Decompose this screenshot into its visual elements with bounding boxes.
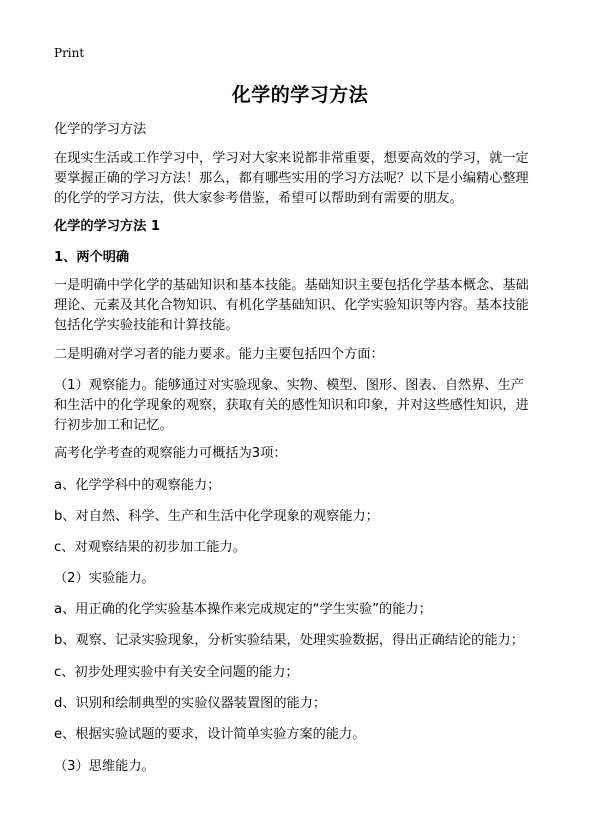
paragraph-ability: 二是明确对学习者的能力要求。能力主要包括四个方面： [54, 347, 384, 362]
subtitle: 化学的学习方法 [54, 122, 147, 137]
paragraph-line: 一是明确中学化学的基础知识和基本技能。基础知识主要包括化学基本概念、基础 [54, 278, 529, 293]
paragraph-line: 行初步加工和记忆。 [54, 418, 173, 433]
thinking-heading: （3）思维能力。 [54, 759, 155, 774]
paragraph-observation-summary: 高考化学考查的观察能力可概括为3项： [54, 446, 287, 461]
list-item: c、对观察结果的初步加工能力。 [54, 540, 246, 555]
paragraph-line: 和生活中的化学现象的观察，获取有关的感性知识和印象，并对这些感性知识，进 [54, 398, 529, 413]
intro-line: 的化学的学习方法，供大家参考借鉴，希望可以帮助到有需要的朋友。 [54, 191, 463, 206]
page-title: 化学的学习方法 [231, 84, 369, 106]
paragraph-line: 包括化学实验技能和计算技能。 [54, 318, 239, 333]
paragraph-line: （1）观察能力。能够通过对实验现象、实物、模型、图形、图表、自然界、生产 [54, 378, 524, 393]
paragraph-observation [54, 376, 554, 436]
paragraph-line: 理论、元素及其化合物知识、有机化学基础知识、化学实验知识等内容。基本技能 [54, 298, 529, 313]
list-item: a、用正确的化学实验基本操作来完成规定的“学生实验”的能力； [54, 602, 432, 617]
paragraph-basics [54, 276, 554, 336]
list-item: d、识别和绘制典型的实验仪器装置图的能力； [54, 696, 327, 711]
list-item: e、根据实验试题的要求，设计简单实验方案的能力。 [54, 727, 366, 742]
intro-line: 要掌握正确的学习方法！那么，都有哪些实用的学习方法呢？以下是小编精心整理 [54, 171, 529, 186]
list-item: a、化学学科中的观察能力； [54, 478, 221, 493]
list-item: b、观察、记录实验现象，分析实验结果，处理实验数据，得出正确结论的能力； [54, 633, 524, 648]
section-heading: 化学的学习方法 1 [54, 219, 161, 234]
list-item: c、初步处理实验中有关安全问题的能力； [54, 665, 299, 680]
experiment-heading: （2）实验能力。 [54, 571, 155, 586]
intro-line: 在现实生活或工作学习中，学习对大家来说都非常重要，想要高效的学习，就一定 [54, 151, 529, 166]
intro-paragraph [54, 149, 554, 209]
print-link[interactable]: Print [54, 46, 85, 60]
list-item: b、对自然、科学、生产和生活中化学现象的观察能力； [54, 509, 379, 524]
sub-heading: 1、两个明确 [54, 250, 130, 265]
